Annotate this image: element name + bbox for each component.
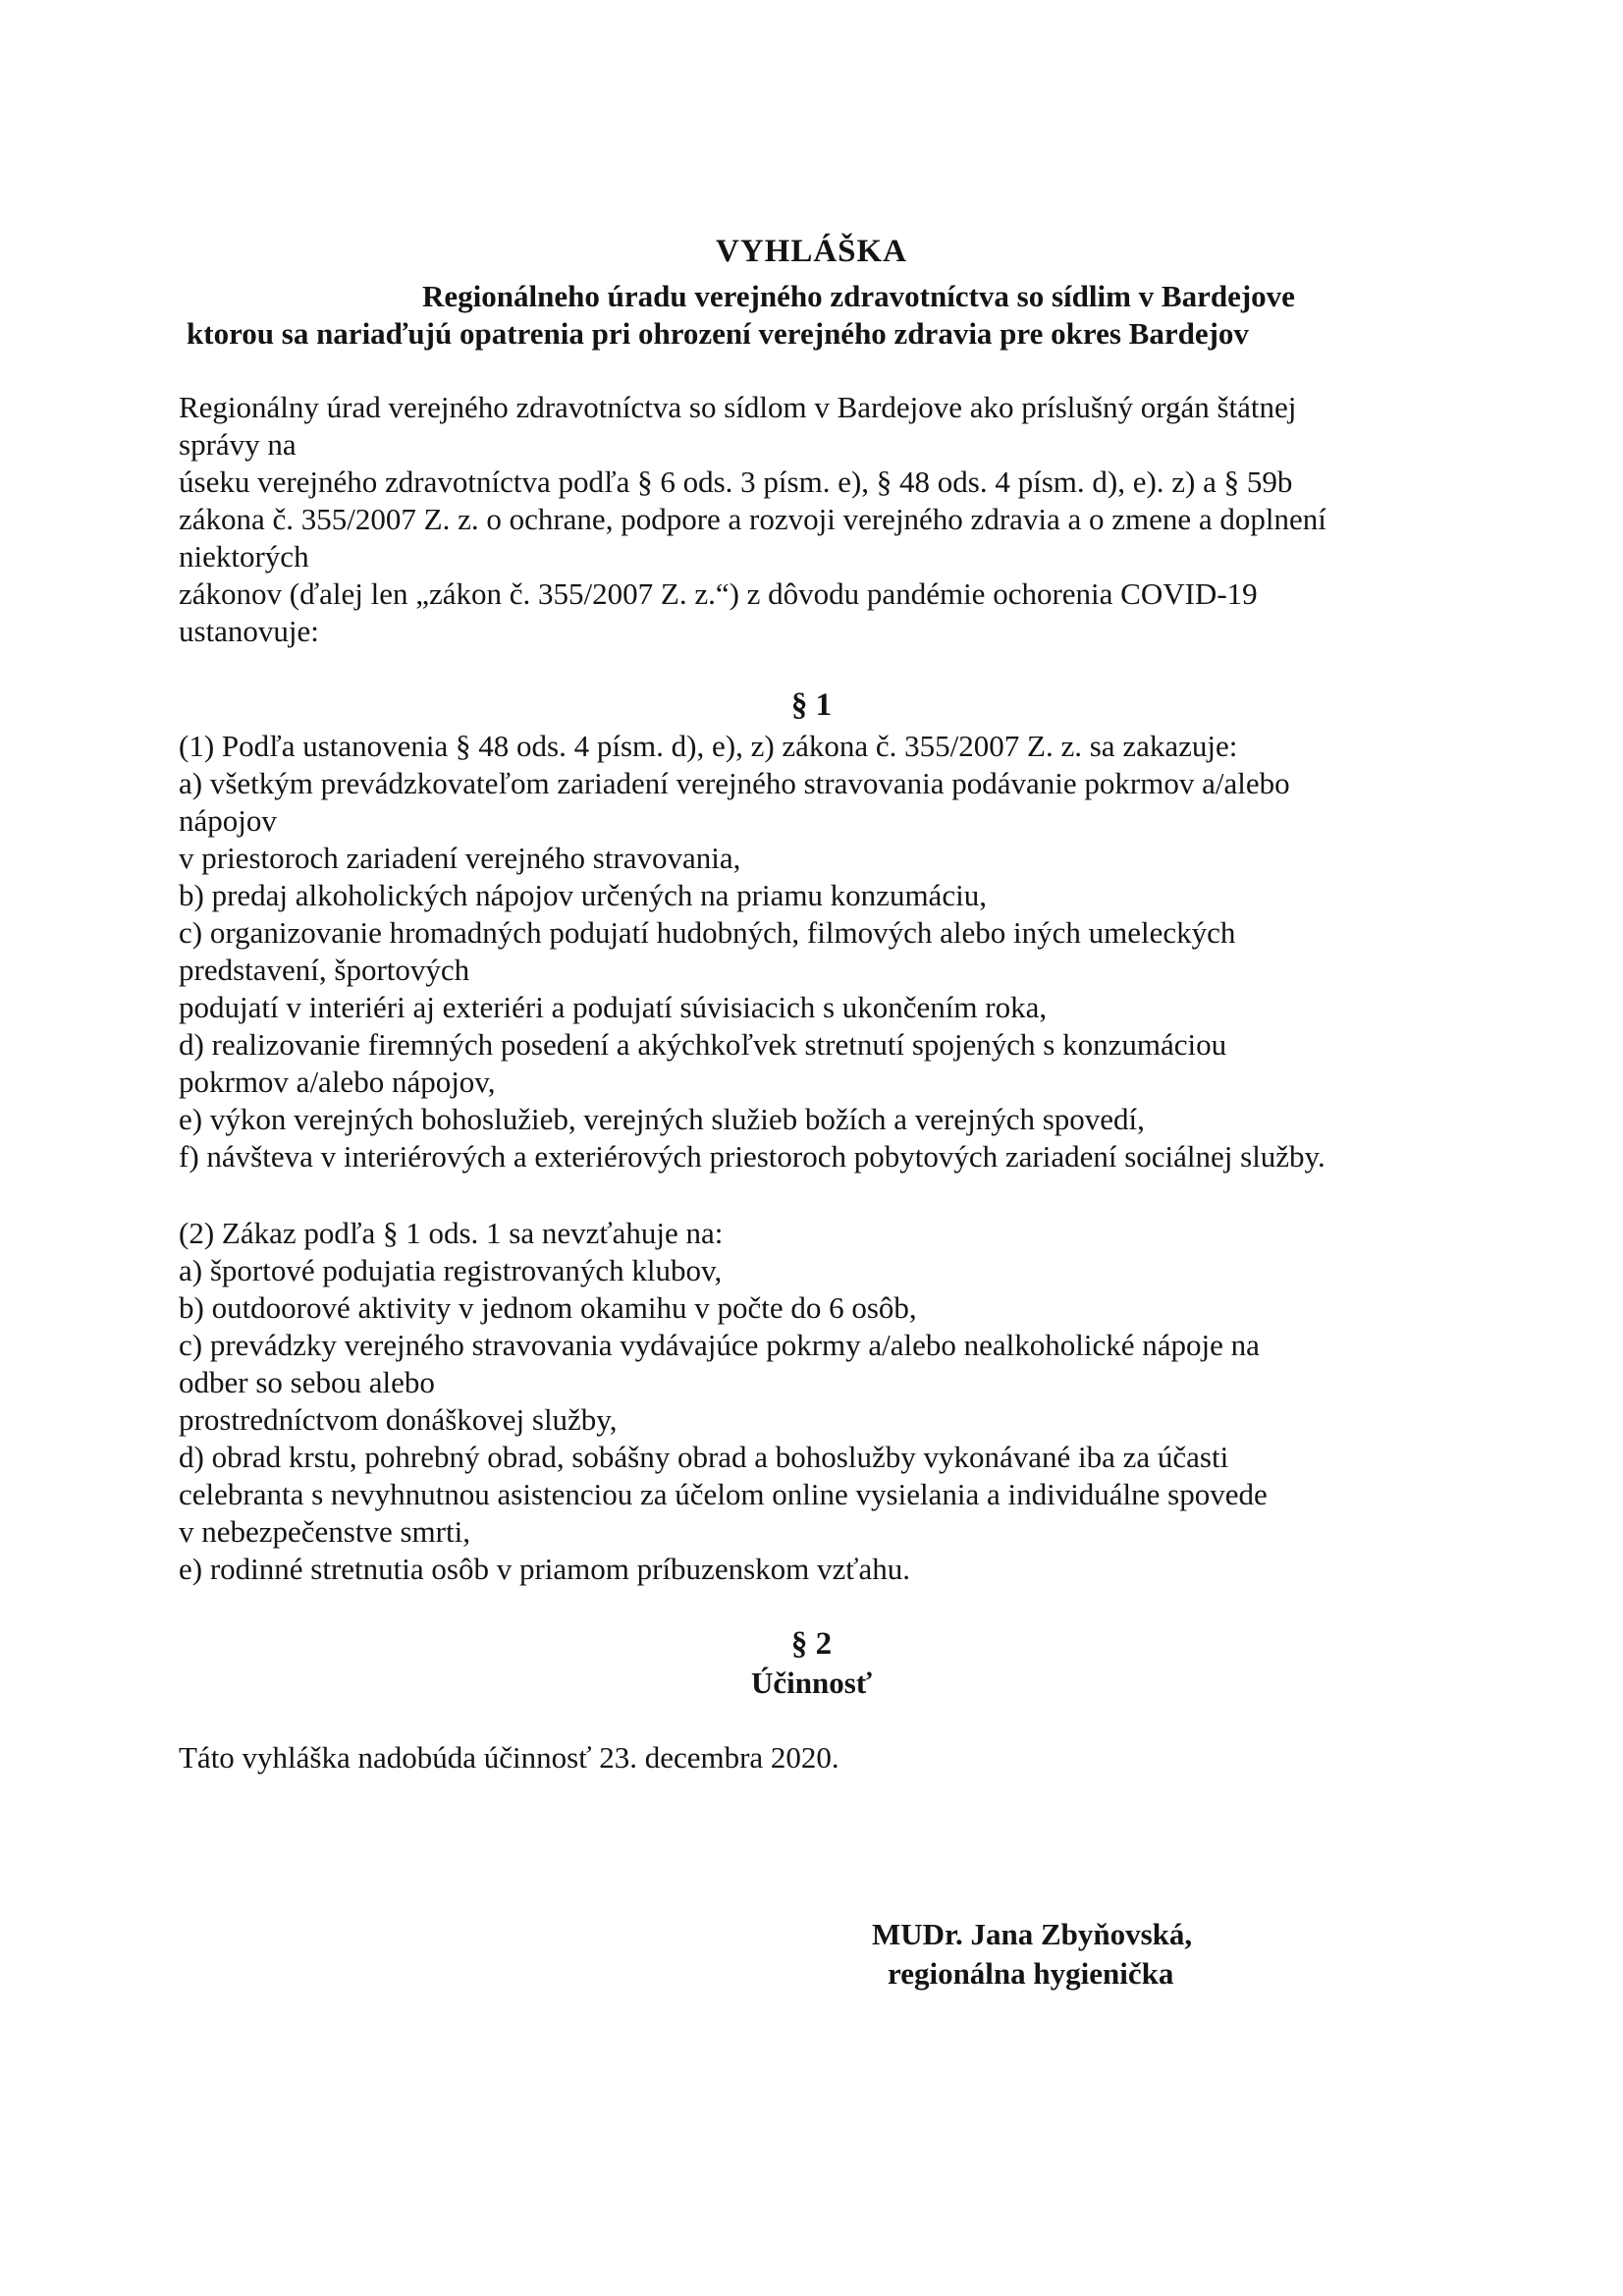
section-1-exception-line: prostredníctvom donáškovej služby, xyxy=(179,1402,618,1437)
section-1-line: b) predaj alkoholických nápojov určených na priamu konzumáciu, xyxy=(179,878,987,912)
section-1-exception-line: (2) Zákaz podľa § 1 ods. 1 sa nevzťahuje na: xyxy=(179,1216,724,1250)
section-1-exception-line: e) rodinné stretnutia osôb v priamom príbuzenskom vzťahu. xyxy=(179,1552,911,1586)
intro-line: ustanovuje: xyxy=(179,614,319,648)
section-1-exception-line: celebranta s nevyhnutnou asistenciou za účelom online vysielania a individuálne spovede xyxy=(179,1477,1268,1511)
intro-line: zákona č. 355/2007 Z. z. o ochrane, podpore a rozvoji verejného zdravia a o zmene a doplnení xyxy=(179,502,1326,536)
intro-line: niektorých xyxy=(179,539,309,574)
intro-line: zákonov (ďalej len „zákon č. 355/2007 Z. z.“) z dôvodu pandémie ochorenia COVID-19 xyxy=(179,576,1258,611)
signature-role: regionálna hygienička xyxy=(888,1956,1174,1991)
section-1-line: predstavení, športových xyxy=(179,953,470,987)
section-1-heading: § 1 xyxy=(790,687,833,723)
section-1-exception-line: b) outdoorové aktivity v jednom okamihu v počte do 6 osôb, xyxy=(179,1290,917,1325)
section-1-line: podujatí v interiéri aj exteriéri a podujatí súvisiacich s ukončením roka, xyxy=(179,990,1048,1024)
intro-line: Regionálny úrad verejného zdravotníctva so sídlom v Bardejove ako príslušný orgán štátnej xyxy=(179,390,1297,424)
section-1-line: a) všetkým prevádzkovateľom zariadení verejného stravovania podávanie pokrmov a/alebo xyxy=(179,766,1290,800)
section-2-heading: § 2 xyxy=(790,1626,833,1662)
section-2-subheading: Účinnosť xyxy=(751,1666,872,1700)
document-subtitle-1: Regionálneho úradu verejného zdravotníctva so sídlim v Bardejove xyxy=(422,279,1295,313)
section-1-line: nápojov xyxy=(179,803,277,838)
intro-line: správy na xyxy=(179,427,297,462)
section-1-line: d) realizovanie firemných posedení a akýchkoľvek stretnutí spojených s konzumáciou xyxy=(179,1027,1227,1062)
section-1-line: f) návšteva v interiérových a exteriérových priestoroch pobytových zariadení sociálnej služby. xyxy=(179,1139,1325,1174)
effective-date-text: Táto vyhláška nadobúda účinnosť 23. decembra 2020. xyxy=(179,1740,839,1775)
section-1-line: (1) Podľa ustanovenia § 48 ods. 4 písm. d), e), z) zákona č. 355/2007 Z. z. sa zakazuje: xyxy=(179,729,1238,763)
document-subtitle-2: ktorou sa nariaďujú opatrenia pri ohrození verejného zdravia pre okres Bardejov xyxy=(187,316,1249,351)
section-1-exception-line: odber so sebou alebo xyxy=(179,1365,435,1399)
section-1-line: v priestoroch zariadení verejného stravovania, xyxy=(179,841,741,875)
section-1-exception-line: a) športové podujatia registrovaných klubov, xyxy=(179,1253,723,1287)
section-1-exception-line: c) prevádzky verejného stravovania vydávajúce pokrmy a/alebo nealkoholické nápoje na xyxy=(179,1328,1260,1362)
section-1-line: c) organizovanie hromadných podujatí hudobných, filmových alebo iných umeleckých xyxy=(179,915,1236,950)
section-1-line: pokrmov a/alebo nápojov, xyxy=(179,1065,496,1099)
signature-name: MUDr. Jana Zbyňovská, xyxy=(872,1917,1193,1951)
document-title: VYHLÁŠKA xyxy=(715,234,908,269)
intro-line: úseku verejného zdravotníctva podľa § 6 ods. 3 písm. e), § 48 ods. 4 písm. d), e). z) a § 59b xyxy=(179,465,1293,499)
section-1-line: e) výkon verejných bohoslužieb, verejných služieb božích a verejných spovedí, xyxy=(179,1102,1145,1136)
section-1-exception-line: v nebezpečenstve smrti, xyxy=(179,1514,470,1549)
section-1-exception-line: d) obrad krstu, pohrebný obrad, sobášny obrad a bohoslužby vykonávané iba za účasti xyxy=(179,1440,1229,1474)
